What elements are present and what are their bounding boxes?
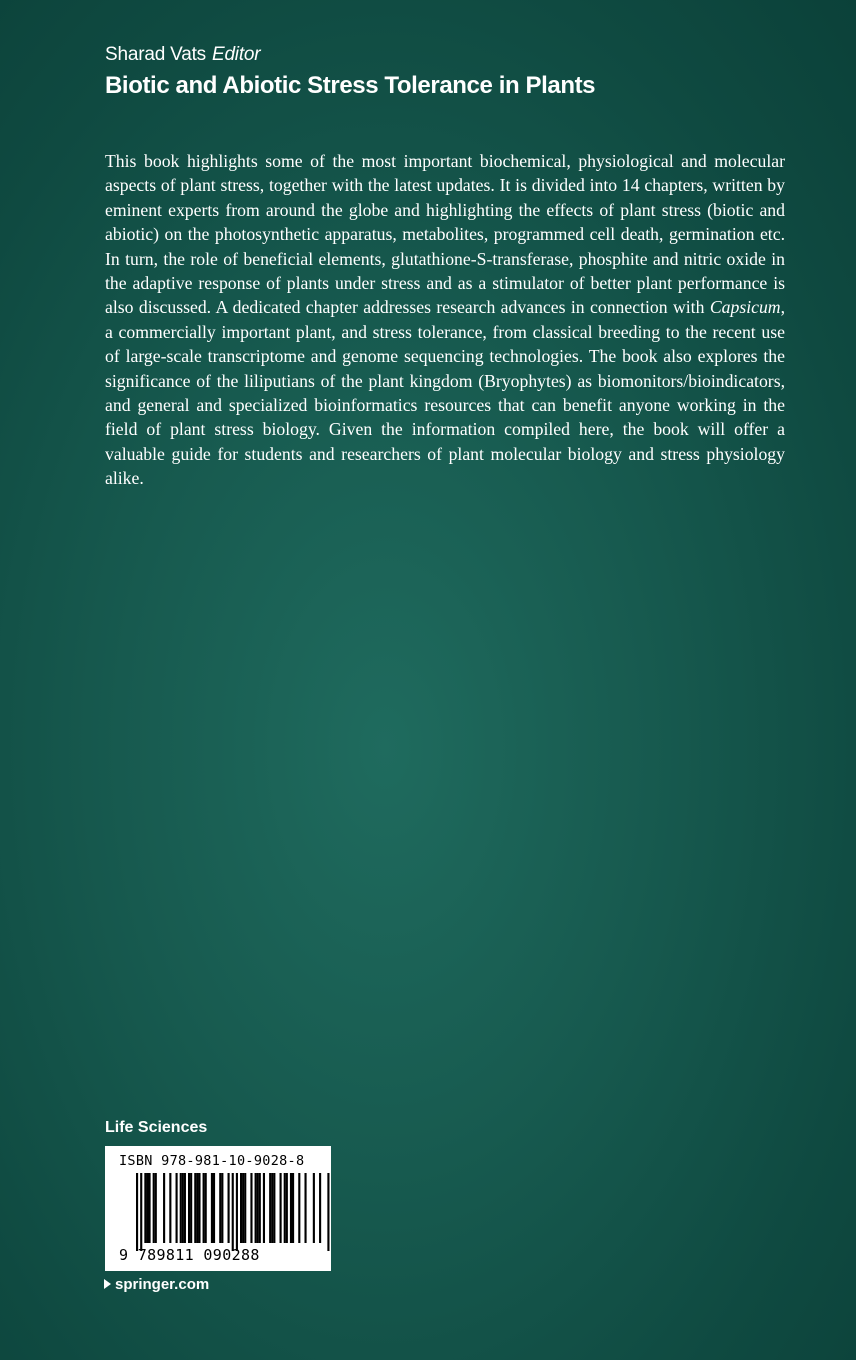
description-part-1: This book highlights some of the most important biochemical, physiological and molecular aspects of plant stress, together with the latest updates. It is divided into 14 chapters, written by eminent experts from around the globe and highlighting the effects of plant stress (biotic and abiotic) on the photosynthetic apparatus, metabolites, programmed cell death, germination etc. In turn, the role of beneficial elements, glutathione-S-transferase, phosphite and nitric oxide in the adaptive response of plants under stress and as a stimulator of better plant performance is also discussed. A dedicated chapter addresses research advances in connection with <box>105 151 785 318</box>
subject-category: Life Sciences <box>105 1119 208 1136</box>
barcode-bar <box>182 1173 184 1243</box>
barcode-guard-bar <box>232 1173 234 1251</box>
barcode-guard-bar <box>140 1173 142 1251</box>
barcode-bar <box>292 1173 294 1243</box>
website-label: springer.com <box>115 1276 210 1293</box>
barcode-bar <box>211 1173 213 1243</box>
barcode-bar <box>290 1173 292 1243</box>
editor-credit <box>105 44 260 66</box>
editor-role: Editor <box>211 44 261 65</box>
barcode-bar <box>286 1173 288 1243</box>
barcode-bar <box>273 1173 275 1243</box>
barcode-guard-bar <box>236 1173 238 1251</box>
description-part-2: , a commercially important plant, and stress tolerance, from classical breeding to the recent use of large-scale transcriptome and genome sequencing technologies. The book also explores the significance of the liliputians of the plant kingdom (Bryophytes) as biomonitors/bioindicators, and general and specialized bioinformatics resources that can benefit anyone working in the field of plant stress biology. Given the information compiled here, the book will offer a valuable guide for students and researchers of plant molecular biology and stress physiology alike. <box>105 297 785 489</box>
barcode-bar <box>257 1173 259 1243</box>
barcode-bar <box>228 1173 230 1243</box>
barcode-guard-bar <box>327 1173 329 1251</box>
barcode-bar <box>263 1173 265 1243</box>
book-description <box>105 149 785 491</box>
barcode-bar <box>180 1173 182 1243</box>
barcode-guard-bar <box>136 1173 138 1251</box>
barcode-bar <box>144 1173 146 1243</box>
barcode-bar <box>271 1173 273 1243</box>
barcode-digits: 9 789811 090288 <box>119 1246 260 1264</box>
barcode-bar <box>203 1173 205 1243</box>
barcode-bar <box>190 1173 192 1243</box>
barcode-bar <box>184 1173 186 1243</box>
barcode-bar <box>240 1173 242 1243</box>
editor-name: Sharad Vats <box>105 44 206 65</box>
barcode-bar <box>146 1173 148 1243</box>
barcode-bar <box>213 1173 215 1243</box>
barcode-bar <box>153 1173 155 1243</box>
barcode-bar <box>319 1173 321 1243</box>
barcode-bar <box>176 1173 178 1243</box>
isbn-label: ISBN 978-981-10-9028-8 <box>119 1153 305 1169</box>
barcode-bar <box>198 1173 200 1243</box>
barcode-bar <box>304 1173 306 1243</box>
barcode-bar <box>219 1173 221 1243</box>
barcode-bar <box>221 1173 223 1243</box>
barcode-bar <box>250 1173 252 1243</box>
barcode-bar <box>205 1173 207 1243</box>
barcode-bar <box>188 1173 190 1243</box>
barcode-bar <box>313 1173 315 1243</box>
barcode-bar <box>163 1173 165 1243</box>
barcode-bar <box>194 1173 196 1243</box>
barcode-bar <box>280 1173 282 1243</box>
barcode-bar <box>269 1173 271 1243</box>
barcode-bar <box>148 1173 150 1243</box>
description-italic-term: Capsicum <box>709 297 781 318</box>
barcode-bar <box>255 1173 257 1243</box>
barcode-bar <box>244 1173 246 1243</box>
barcode-bar <box>298 1173 300 1243</box>
barcode-bar <box>242 1173 244 1243</box>
barcode-bar <box>169 1173 171 1243</box>
barcode-bar <box>155 1173 157 1243</box>
publisher-website-link[interactable] <box>104 1276 209 1293</box>
isbn-barcode <box>105 1146 331 1271</box>
barcode-bar <box>259 1173 261 1243</box>
barcode-bar <box>284 1173 286 1243</box>
book-title: Biotic and Abiotic Stress Tolerance in Plants <box>105 72 596 99</box>
arrow-right-icon <box>104 1279 111 1289</box>
barcode-bar <box>196 1173 198 1243</box>
